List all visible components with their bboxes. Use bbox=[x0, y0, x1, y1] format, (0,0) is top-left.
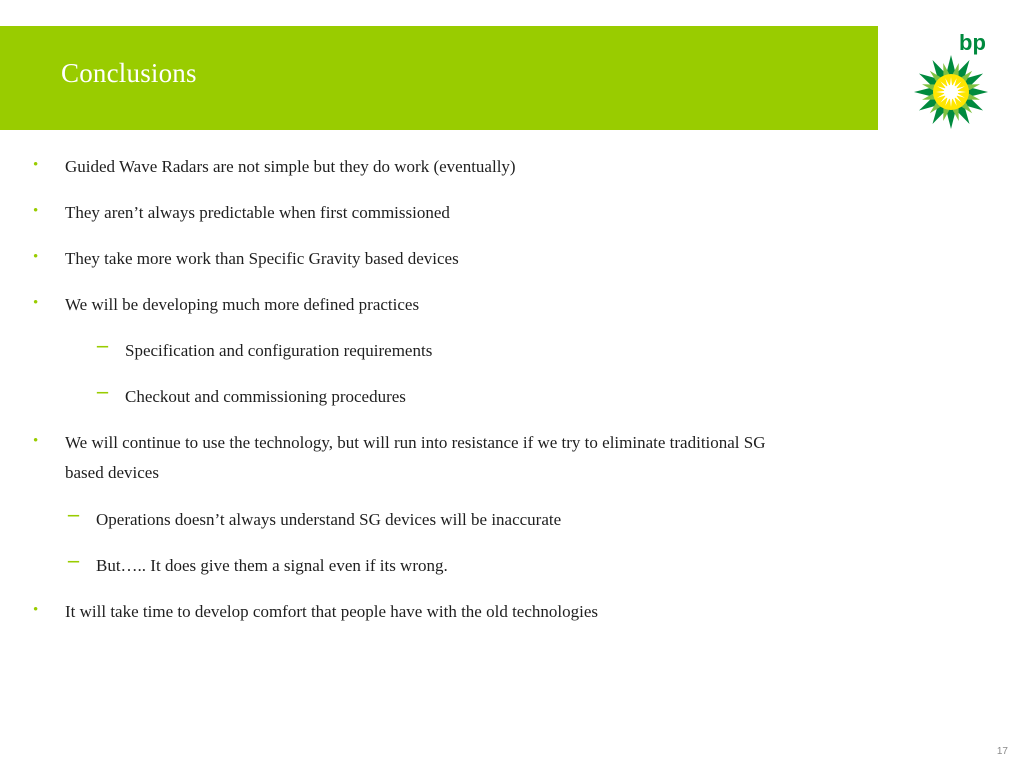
bullet-text: It will take time to develop comfort that people have with the old technologies bbox=[65, 602, 598, 621]
bullet-marker: • bbox=[33, 249, 39, 265]
bullet-item bbox=[33, 152, 516, 182]
bullet-text-continued: based devices bbox=[65, 463, 159, 482]
logo-text: bp bbox=[959, 30, 986, 55]
bullet-text: They take more work than Specific Gravity based devices bbox=[65, 249, 459, 268]
bullet-text: We will be developing much more defined practices bbox=[65, 295, 420, 314]
bullet-marker: • bbox=[33, 295, 39, 311]
dash-marker: – bbox=[68, 547, 79, 572]
dash-marker: – bbox=[97, 332, 108, 357]
bullet-text: Specification and configuration requirements bbox=[125, 341, 433, 360]
bullet-marker: • bbox=[33, 157, 39, 173]
bullet-text: Operations doesn’t always understand SG devices will be inaccurate bbox=[96, 510, 562, 529]
bullet-text: Guided Wave Radars are not simple but they do work (eventually) bbox=[65, 157, 516, 176]
bullet-marker: • bbox=[33, 602, 39, 618]
bullet-marker: • bbox=[33, 433, 39, 449]
bullet-text: We will continue to use the technology, but will run into resistance if we try to eliminate traditional SG bbox=[65, 433, 766, 452]
sub-bullet-item bbox=[68, 501, 562, 535]
bullet-marker: • bbox=[33, 203, 39, 219]
page-number: 17 bbox=[996, 746, 1008, 757]
bullet-item bbox=[33, 244, 459, 274]
sub-bullet-item bbox=[97, 332, 433, 366]
bullet-text: But….. It does give them a signal even if its wrong. bbox=[96, 556, 448, 575]
slide-title: Conclusions bbox=[61, 58, 197, 88]
bullet-item bbox=[33, 290, 420, 320]
dash-marker: – bbox=[68, 501, 79, 526]
bullet-item bbox=[33, 597, 598, 627]
bullet-text: They aren’t always predictable when first commissioned bbox=[65, 203, 450, 222]
bullet-item bbox=[33, 428, 766, 488]
bullet-item bbox=[33, 198, 450, 228]
sub-bullet-item bbox=[97, 378, 406, 412]
sub-bullet-item bbox=[68, 547, 448, 581]
dash-marker: – bbox=[97, 378, 108, 403]
bullet-text: Checkout and commissioning procedures bbox=[125, 387, 406, 406]
